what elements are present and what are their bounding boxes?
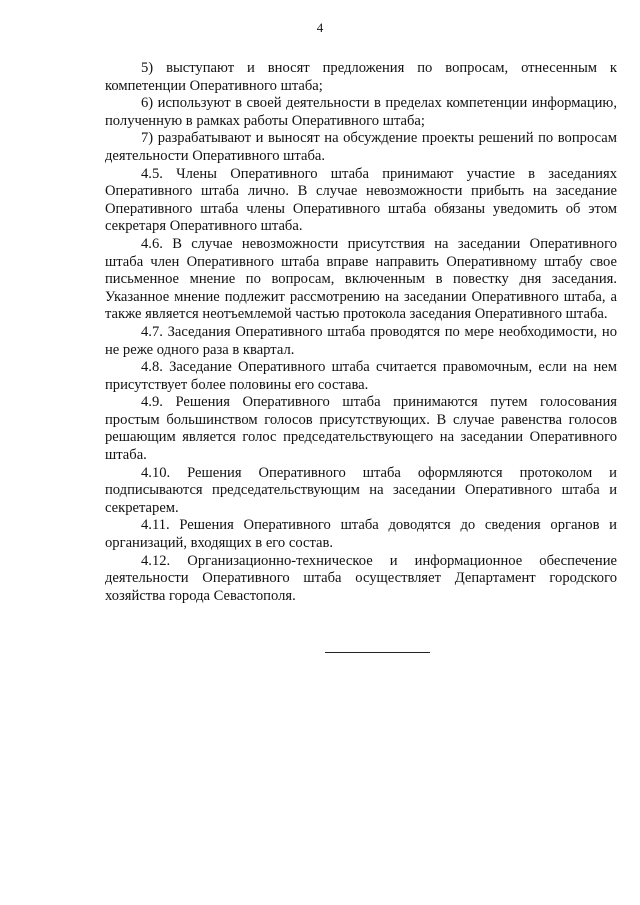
paragraph-4-7: 4.7. Заседания Оперативного штаба проводятся по мере необходимости, но не реже одного раза в квартал. [105,323,617,358]
paragraph-item-5: 5) выступают и вносят предложения по вопросам, отнесенным к компетенции Оперативного штаба; [105,60,617,94]
paragraph-4-11: 4.11. Решения Оперативного штаба доводятся до сведения органов и организаций, входящих в его состав. [105,517,617,552]
paragraph-4-6: 4.6. В случае невозможности присутствия на заседании Оперативного штаба член Оперативного штаба вправе направить Оперативному штабу свое письменное мнение по вопросам, включенным в повестку дня заседания. Указанное мнение подлежит рассмотрению на заседании Оперативного штаба, а также является неотъемлемой частью протокола заседания Оперативного штаба. [105,235,617,323]
paragraph-4-12: 4.12. Организационно-техническое и информационное обеспечение деятельности Оперативного штаба осуществляет Департамент городского хозяйства города Севастополя. [105,552,617,604]
document-body [105,60,617,605]
paragraph-item-6: 6) используют в своей деятельности в пределах компетенции информацию, полученную в рамках работы Оперативного штаба; [105,95,617,129]
paragraph-item-7: 7) разрабатывают и выносят на обсуждение проекты решений по вопросам деятельности Оперативного штаба. [105,130,617,164]
end-divider-line [325,652,430,653]
paragraph-4-9: 4.9. Решения Оперативного штаба принимаются путем голосования простым большинством голосов присутствующих. В случае равенства голосов решающим является голос председательствующего на заседании Оперативного штаба. [105,394,617,464]
page-number: 4 [316,20,324,35]
paragraph-4-5: 4.5. Члены Оперативного штаба принимают участие в заседаниях Оперативного штаба лично. В случае невозможности прибыть на заседание Оперативного штаба члены Оперативного штаба обязаны уведомить об этом секретаря Оперативного штаба. [105,165,617,235]
paragraph-4-8: 4.8. Заседание Оперативного штаба считается правомочным, если на нем присутствует более половины его состава. [105,359,617,393]
paragraph-4-10: 4.10. Решения Оперативного штаба оформляются протоколом и подписываются председательствующим на заседании Оперативного штаба и секретарем. [105,464,617,516]
